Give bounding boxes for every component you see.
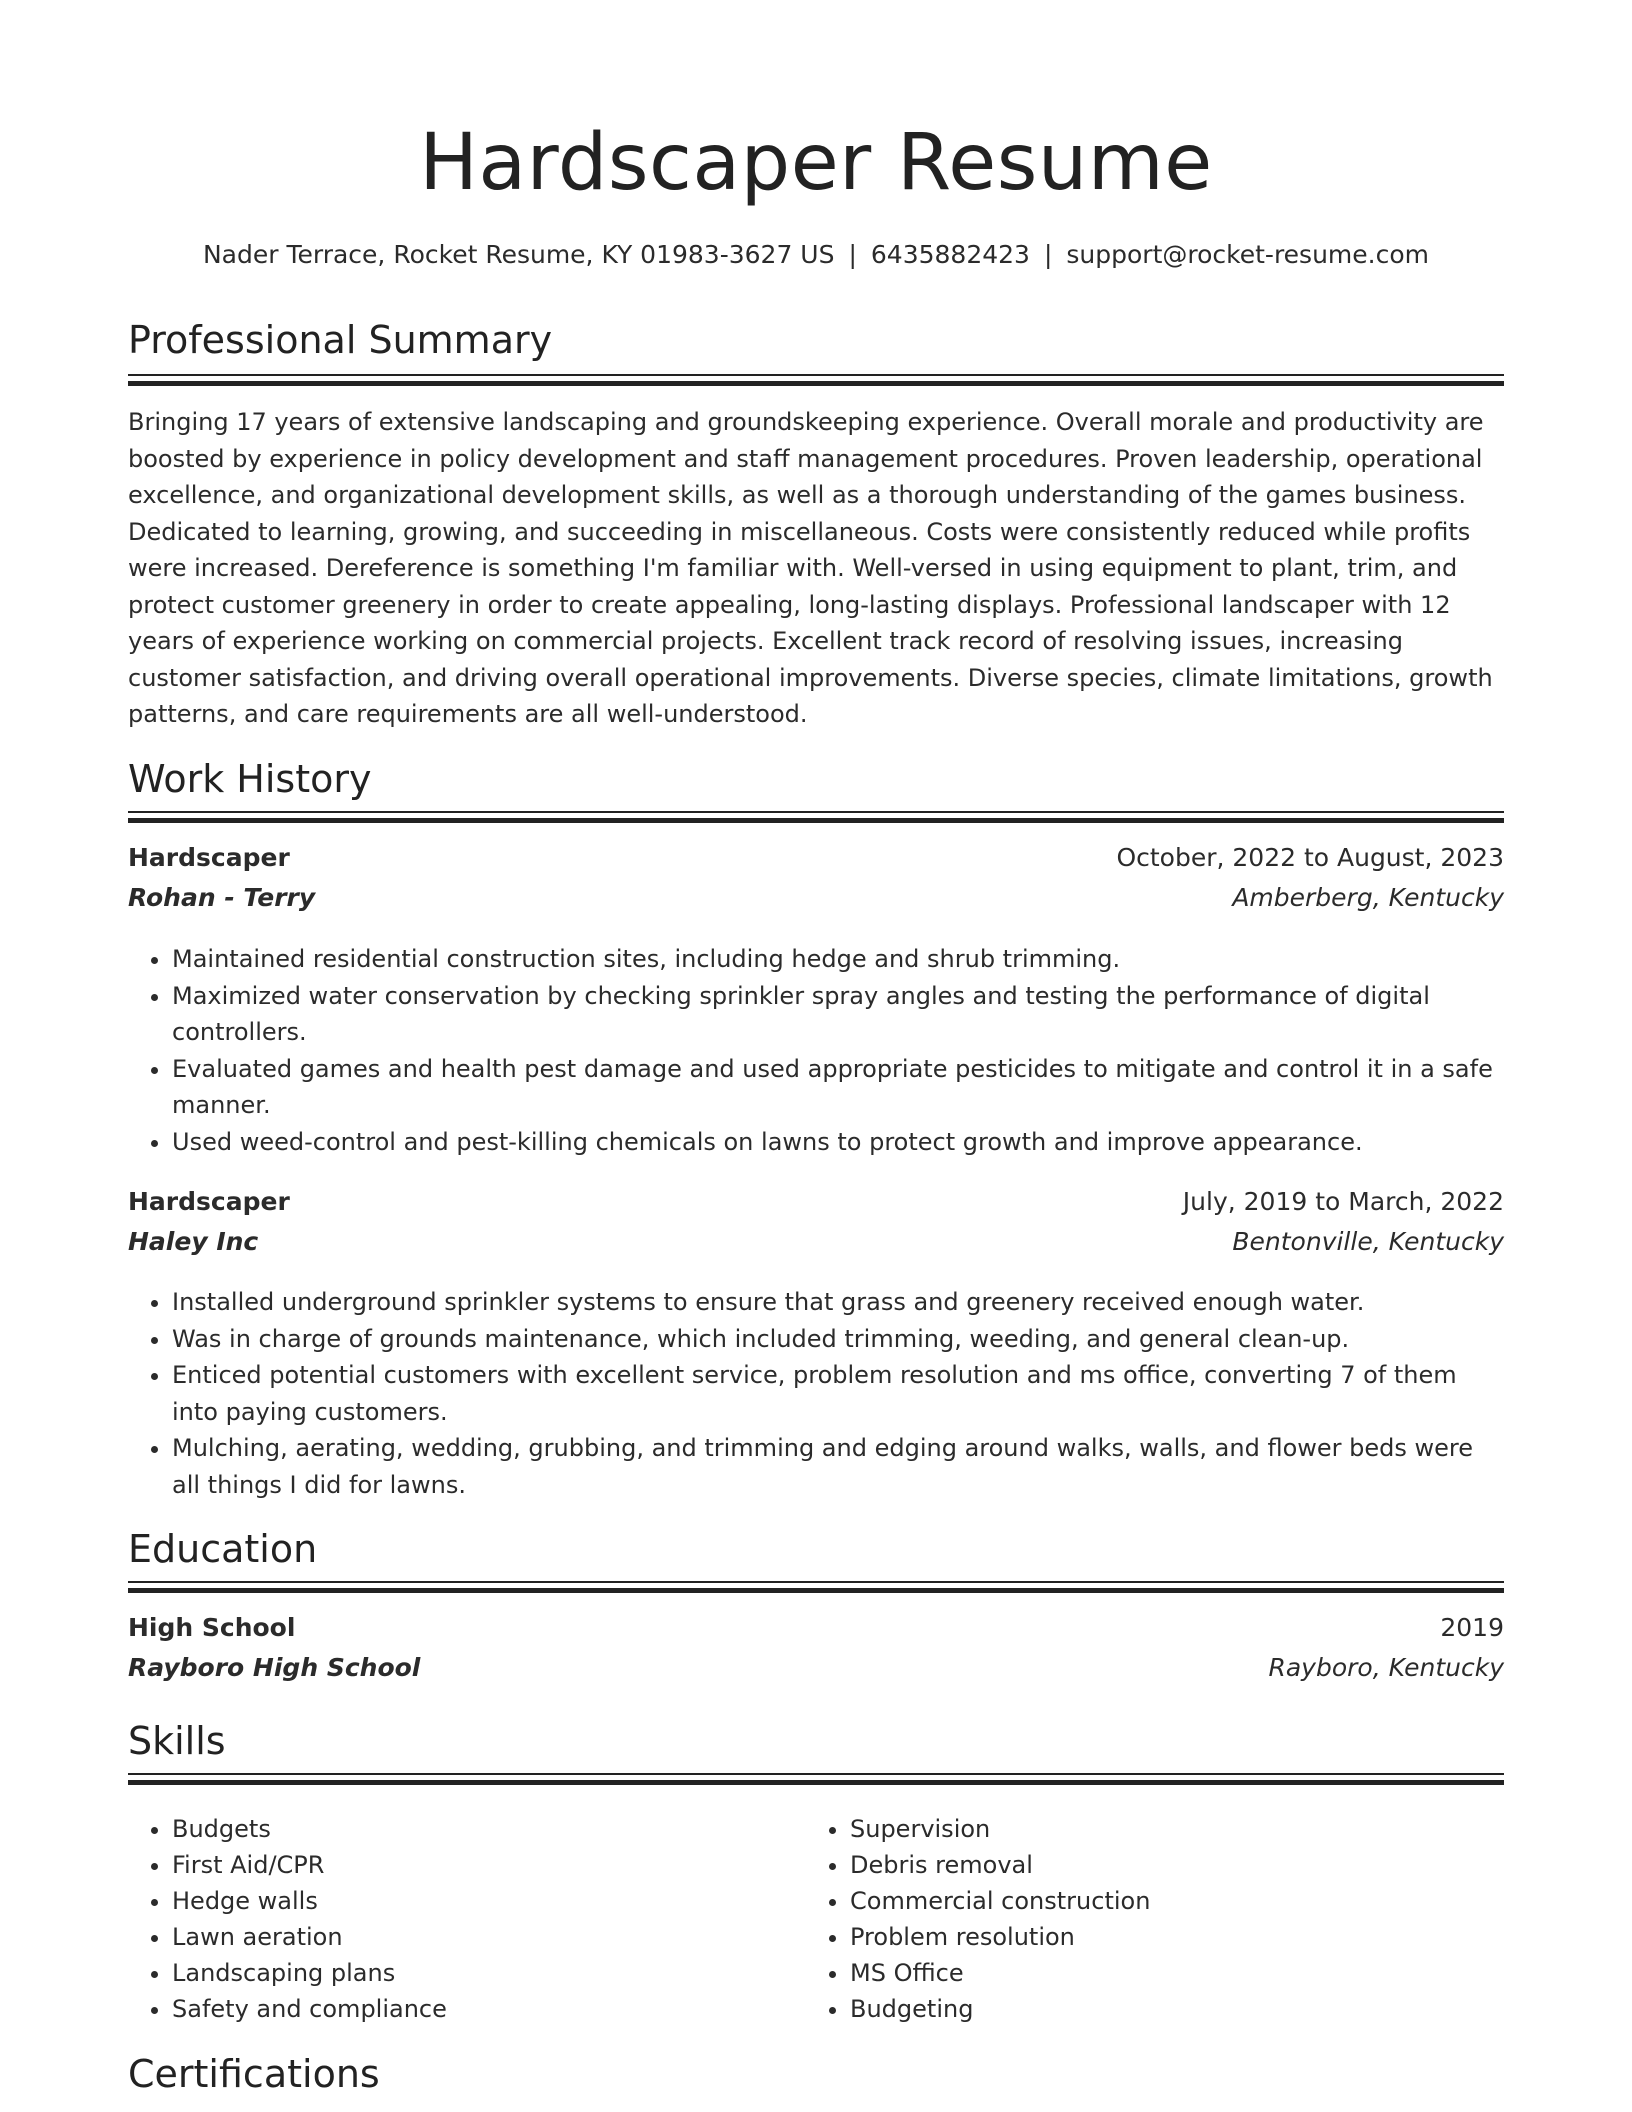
job-dates: October, 2022 to August, 2023 bbox=[1116, 843, 1504, 872]
job-title: Hardscaper bbox=[128, 1187, 290, 1216]
job-bullet-list bbox=[128, 941, 1504, 1160]
list-item: • Installed underground sprinkler systems to ensure that grass and greenery received enough water. bbox=[172, 1284, 1504, 1321]
section-heading-summary: Professional Summary bbox=[128, 318, 553, 362]
contact-separator: | bbox=[848, 240, 857, 269]
contact-email[interactable]: support@rocket-resume.com bbox=[1066, 240, 1430, 269]
section-divider bbox=[128, 1773, 1504, 1785]
job-location: Amberberg, Kentucky bbox=[1232, 883, 1504, 912]
contact-line bbox=[128, 240, 1504, 269]
job-company: Rohan - Terry bbox=[128, 883, 316, 912]
section-divider bbox=[128, 811, 1504, 823]
job-title: Hardscaper bbox=[128, 843, 290, 872]
list-item: • MS Office bbox=[850, 1955, 1504, 1991]
skills-list-right bbox=[806, 1811, 1504, 2027]
job-bullet-list bbox=[128, 1284, 1504, 1503]
section-divider bbox=[128, 1581, 1504, 1593]
list-item: • Supervision bbox=[850, 1811, 1504, 1847]
list-item: • Maintained residential construction sites, including hedge and shrub trimming. bbox=[172, 941, 1504, 978]
list-item: • Budgeting bbox=[850, 1991, 1504, 2027]
list-item: • Was in charge of grounds maintenance, which included trimming, weeding, and general clean-up. bbox=[172, 1321, 1504, 1358]
education-year: 2019 bbox=[1440, 1613, 1504, 1642]
list-item: • Maximized water conservation by checking sprinkler spray angles and testing the performance of digital controllers. bbox=[172, 978, 1504, 1051]
section-heading-work-history: Work History bbox=[128, 757, 372, 801]
contact-address: Nader Terrace, Rocket Resume, KY 01983-3627 US bbox=[202, 240, 835, 269]
list-item: • Problem resolution bbox=[850, 1919, 1504, 1955]
job-entry-header bbox=[128, 843, 1504, 912]
job-location: Bentonville, Kentucky bbox=[1232, 1227, 1504, 1256]
resume-title: Hardscaper Resume bbox=[419, 118, 1213, 208]
list-item: • Lawn aeration bbox=[172, 1919, 808, 1955]
education-school: Rayboro High School bbox=[128, 1653, 421, 1682]
job-dates: July, 2019 to March, 2022 bbox=[1182, 1187, 1504, 1216]
section-heading-certifications: Certifications bbox=[128, 2052, 380, 2096]
list-item: • Used weed-control and pest-killing chemicals on lawns to protect growth and improve appearance. bbox=[172, 1124, 1504, 1161]
section-heading-education: Education bbox=[128, 1527, 318, 1571]
job-entry-header bbox=[128, 1187, 1504, 1256]
list-item: • Commercial construction bbox=[850, 1883, 1504, 1919]
contact-phone: 6435882423 bbox=[870, 240, 1030, 269]
contact-separator: | bbox=[1043, 240, 1053, 269]
section-divider bbox=[128, 374, 1504, 386]
list-item: • First Aid/CPR bbox=[172, 1847, 808, 1883]
summary-text: Bringing 17 years of extensive landscaping and groundskeeping experience. Overall morale and productivity are boosted by experience in policy development and staff management procedures. Proven leadership, operational excellence, and organizational development skills, as well as a thorough understanding of the games business. Dedicated to learning, growing, and succeeding in miscellaneous. Costs were consistently reduced while profits were increased. Dereference is something I'm familiar with. Well-versed in using equipment to plant, trim, and protect customer greenery in order to create appealing, long-lasting displays. Professional landscaper with 12 years of experience working on commercial projects. Excellent track record of resolving issues, increasing customer satisfaction, and driving overall operational improvements. Diverse species, climate limitations, growth patterns, and care requirements are all well-understood. bbox=[128, 408, 1493, 728]
list-item: • Safety and compliance bbox=[172, 1991, 808, 2027]
list-item: • Evaluated games and health pest damage and used appropriate pesticides to mitigate and control it in a safe manner. bbox=[172, 1051, 1504, 1124]
job-company: Haley Inc bbox=[128, 1227, 259, 1256]
section-heading-skills: Skills bbox=[128, 1719, 226, 1763]
education-entry bbox=[128, 1613, 1504, 1682]
list-item: • Hedge walls bbox=[172, 1883, 808, 1919]
education-degree: High School bbox=[128, 1613, 296, 1642]
list-item: • Landscaping plans bbox=[172, 1955, 808, 1991]
list-item: • Debris removal bbox=[850, 1847, 1504, 1883]
list-item: • Mulching, aerating, wedding, grubbing, and trimming and edging around walks, walls, and flower beds were all things I did for lawns. bbox=[172, 1430, 1504, 1503]
list-item: • Budgets bbox=[172, 1811, 808, 1847]
list-item: • Enticed potential customers with excellent service, problem resolution and ms office, converting 7 of them into paying customers. bbox=[172, 1357, 1504, 1430]
education-location: Rayboro, Kentucky bbox=[1268, 1653, 1504, 1682]
skills-list-left bbox=[128, 1811, 808, 2027]
